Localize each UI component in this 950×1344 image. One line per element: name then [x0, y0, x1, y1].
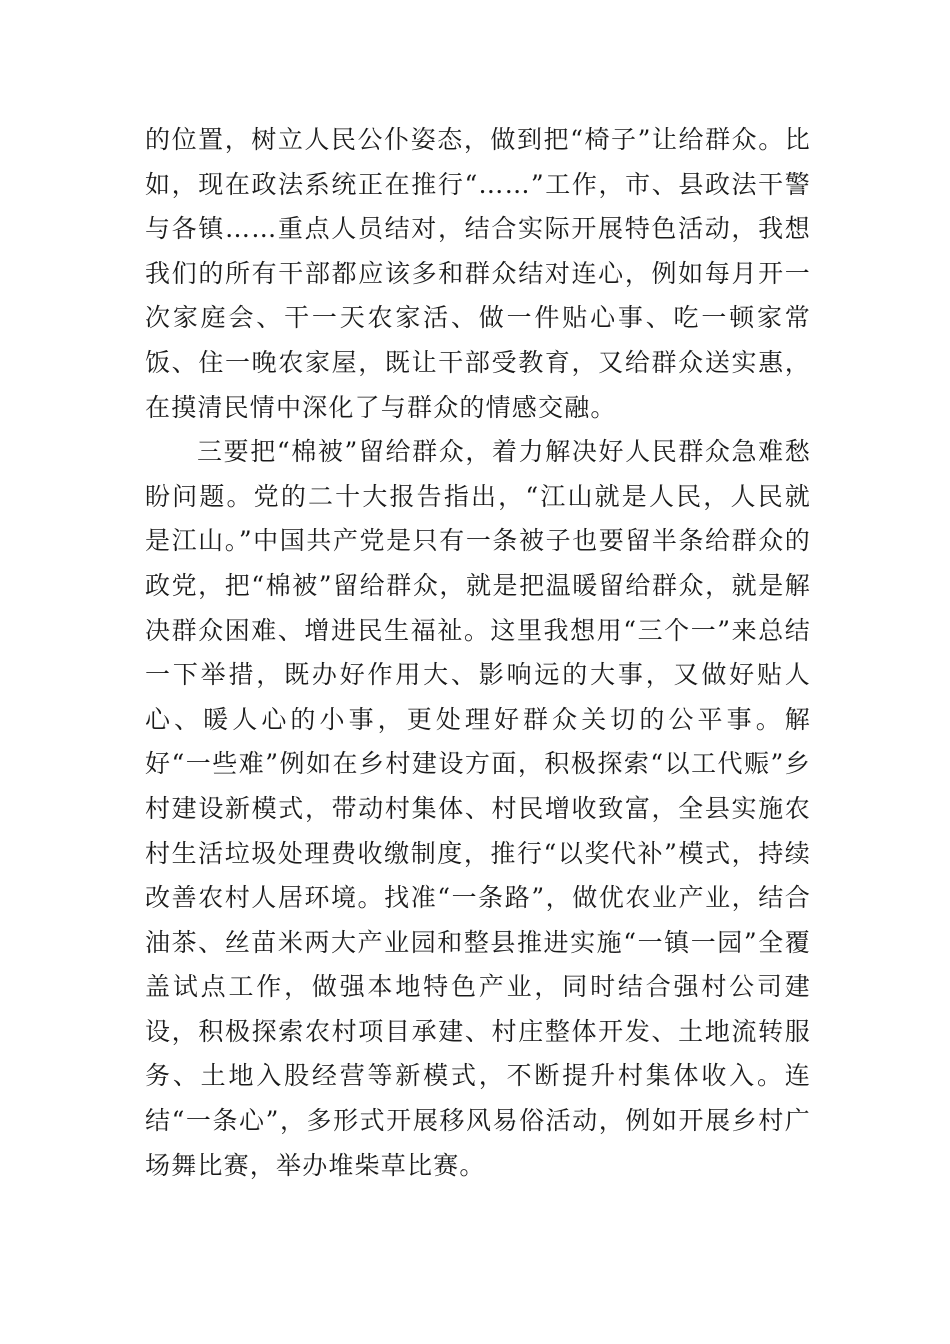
document-body	[145, 118, 811, 1188]
paragraph-position-of-cadres: 的位置，树立人民公仆姿态，做到把“椅子”让给群众。比如，现在政法系统正在推行“……”工作，市、县政法干警与各镇……重点人员结对，结合实际开展特色活动，我想我们的所有干部都应该多和群众结对连心，例如每月开一次家庭会、干一天农家活、做一件贴心事、吃一顿家常饭、住一晚农家屋，既让干部受教育，又给群众送实惠，在摸清民情中深化了与群众的情感交融。	[145, 125, 811, 422]
paragraph-leave-quilt-to-people: 三要把“棉被”留给群众，着力解决好人民群众急难愁盼问题。党的二十大报告指出，“江山就是人民，人民就是江山。”中国共产党是只有一条被子也要留半条给群众的政党，把“棉被”留给群众，就是把温暖留给群众，就是解决群众困难、增进民生福祉。这里我想用“三个一”来总结一下举措，既办好作用大、影响远的大事，又做好贴人心、暖人心的小事，更处理好群众关切的公平事。解好“一些难”例如在乡村建设方面，积极探索“以工代赈”乡村建设新模式，带动村集体、村民增收致富，全县实施农村生活垃圾处理费收缴制度，推行“以奖代补”模式，持续改善农村人居环境。找准“一条路”，做优农业产业，结合油茶、丝苗米两大产业园和整县推进实施“一镇一园”全覆盖试点工作，做强本地特色产业，同时结合强村公司建设，积极探索农村项目承建、村庄整体开发、土地流转服务、土地入股经营等新模式，不断提升村集体收入。连结“一条心”，多形式开展移风易俗活动，例如开展乡村广场舞比赛，举办堆柴草比赛。	[145, 437, 811, 1180]
